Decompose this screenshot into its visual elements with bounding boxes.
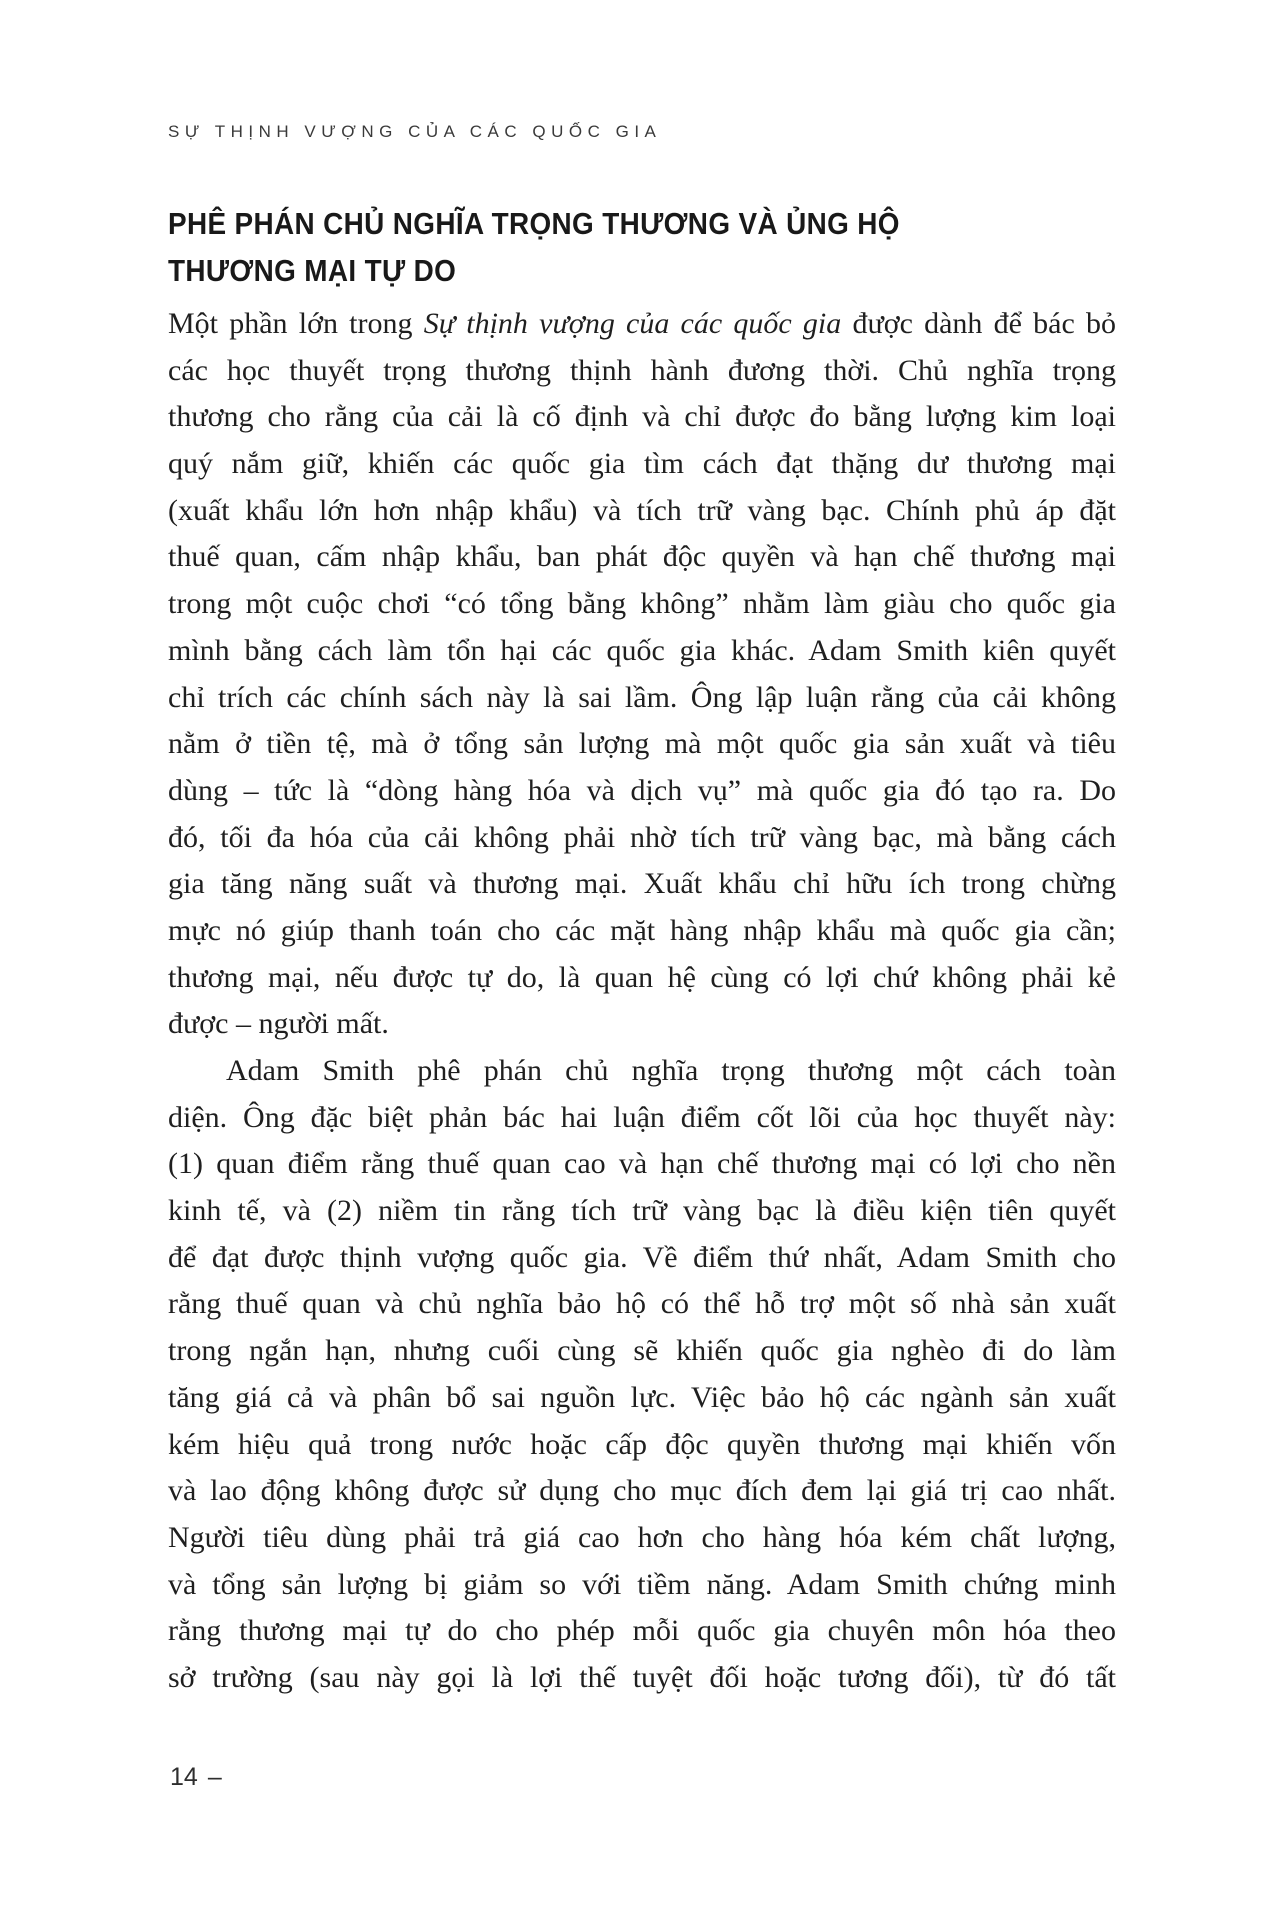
body-line	[168, 815, 1116, 862]
body-line	[168, 908, 1116, 955]
body-line	[168, 1048, 1116, 1095]
body-line-text: kinh tế, và (2) niềm tin rằng tích trữ vàng bạc là điều kiện tiên quyết	[168, 1194, 1116, 1228]
body-line-text: đó, tối đa hóa của cải không phải nhờ tích trữ vàng bạc, mà bằng cách	[168, 820, 1116, 854]
body-text	[168, 301, 1116, 1702]
body-line-text: và lao động không được sử dụng cho mục đích đem lại giá trị cao nhất.	[168, 1474, 1116, 1508]
body-line	[168, 534, 1116, 581]
body-line-text: tăng giá cả và phân bổ sai nguồn lực. Việc bảo hộ các ngành sản xuất	[168, 1380, 1116, 1414]
body-line	[168, 1188, 1116, 1235]
body-line-text: mực nó giúp thanh toán cho các mặt hàng nhập khẩu mà quốc gia cần;	[168, 913, 1116, 947]
body-line	[168, 1468, 1116, 1515]
body-line	[168, 441, 1116, 488]
body-line-text: rằng thuế quan và chủ nghĩa bảo hộ có thể hỗ trợ một số nhà sản xuất	[168, 1287, 1116, 1321]
body-line-text: được – người mất.	[168, 1007, 389, 1041]
running-header: SỰ THỊNH VƯỢNG CỦA CÁC QUỐC GIA	[168, 122, 662, 141]
paragraph	[168, 301, 1116, 1048]
body-line-text: (xuất khẩu lớn hơn nhập khẩu) và tích trữ vàng bạc. Chính phủ áp đặt	[168, 493, 1116, 527]
paragraph	[168, 1048, 1116, 1702]
body-line	[168, 1375, 1116, 1422]
body-line	[168, 1655, 1116, 1702]
body-line-text: Một phần lớn trong	[168, 307, 424, 340]
body-line-text: và tổng sản lượng bị giảm so với tiềm năng. Adam Smith chứng minh	[168, 1567, 1116, 1601]
body-line	[168, 955, 1116, 1002]
body-line-text: gia tăng năng suất và thương mại. Xuất khẩu chỉ hữu ích trong chừng	[168, 867, 1116, 901]
body-line-text: rằng thương mại tự do cho phép mỗi quốc gia chuyên môn hóa theo	[168, 1614, 1116, 1648]
page-footer	[170, 1763, 222, 1791]
page-number: 14	[170, 1763, 198, 1791]
body-line-text: quý nắm giữ, khiến các quốc gia tìm cách đạt thặng dư thương mại	[168, 447, 1116, 481]
body-line-text: dùng – tức là “dòng hàng hóa và dịch vụ” mà quốc gia đó tạo ra. Do	[168, 773, 1116, 807]
body-line-text: được dành để bác bỏ	[841, 307, 1116, 340]
body-line-text: các học thuyết trọng thương thịnh hành đương thời. Chủ nghĩa trọng	[168, 353, 1116, 387]
body-line	[168, 675, 1116, 722]
body-line	[168, 581, 1116, 628]
body-line-text: thương mại, nếu được tự do, là quan hệ cùng có lợi chứ không phải kẻ	[168, 960, 1116, 994]
body-line-text: mình bằng cách làm tổn hại các quốc gia khác. Adam Smith kiên quyết	[168, 633, 1116, 667]
section-heading-text-1: PHÊ PHÁN CHỦ NGHĨA TRỌNG THƯƠNG VÀ ỦNG HỘ	[168, 206, 900, 241]
body-line	[168, 1608, 1116, 1655]
body-line	[168, 861, 1116, 908]
body-line	[168, 721, 1116, 768]
body-line	[168, 1328, 1116, 1375]
body-line	[168, 1141, 1116, 1188]
body-line-text: thương cho rằng của cải là cố định và chỉ được đo bằng lượng kim loại	[168, 400, 1116, 434]
body-line-text: sở trường (sau này gọi là lợi thế tuyệt đối hoặc tương đối), từ đó tất	[168, 1660, 1116, 1694]
section-heading-text-2: THƯƠNG MẠI TỰ DO	[168, 253, 457, 288]
body-line	[168, 1515, 1116, 1562]
footer-dash: –	[207, 1763, 222, 1791]
body-line-text: diện. Ông đặc biệt phản bác hai luận điểm cốt lõi của học thuyết này:	[168, 1100, 1116, 1134]
body-line-text: (1) quan điểm rằng thuế quan cao và hạn chế thương mại có lợi cho nền	[168, 1147, 1116, 1181]
body-line-text: thuế quan, cấm nhập khẩu, ban phát độc quyền và hạn chế thương mại	[168, 540, 1116, 574]
body-line-text: trong ngắn hạn, nhưng cuối cùng sẽ khiến quốc gia nghèo đi do làm	[168, 1334, 1116, 1368]
body-line	[168, 1281, 1116, 1328]
body-line	[168, 1422, 1116, 1469]
body-line	[168, 301, 1116, 348]
book-title-italic: Sự thịnh vượng của các quốc gia	[423, 307, 842, 340]
section-heading-line-1	[168, 200, 981, 247]
body-line	[168, 488, 1116, 535]
body-line-text: nằm ở tiền tệ, mà ở tổng sản lượng mà một quốc gia sản xuất và tiêu	[168, 727, 1116, 761]
body-line-text: Adam Smith phê phán chủ nghĩa trọng thương một cách toàn	[226, 1054, 1116, 1087]
section-heading	[168, 200, 981, 294]
body-line	[168, 348, 1116, 395]
body-line-text: Người tiêu dùng phải trả giá cao hơn cho hàng hóa kém chất lượng,	[168, 1520, 1116, 1554]
body-line	[168, 768, 1116, 815]
body-line-text: kém hiệu quả trong nước hoặc cấp độc quyền thương mại khiến vốn	[168, 1427, 1116, 1461]
body-line	[168, 1235, 1116, 1282]
section-heading-line-2	[168, 247, 981, 294]
body-line-text: chỉ trích các chính sách này là sai lầm. Ông lập luận rằng của cải không	[168, 680, 1116, 714]
body-line-text: trong một cuộc chơi “có tổng bằng không” nhằm làm giàu cho quốc gia	[168, 587, 1116, 621]
body-line	[168, 628, 1116, 675]
body-line	[168, 1562, 1116, 1609]
body-line	[168, 1001, 1116, 1048]
body-line	[168, 1095, 1116, 1142]
body-line	[168, 394, 1116, 441]
body-line-text: để đạt được thịnh vượng quốc gia. Về điểm thứ nhất, Adam Smith cho	[168, 1240, 1116, 1274]
